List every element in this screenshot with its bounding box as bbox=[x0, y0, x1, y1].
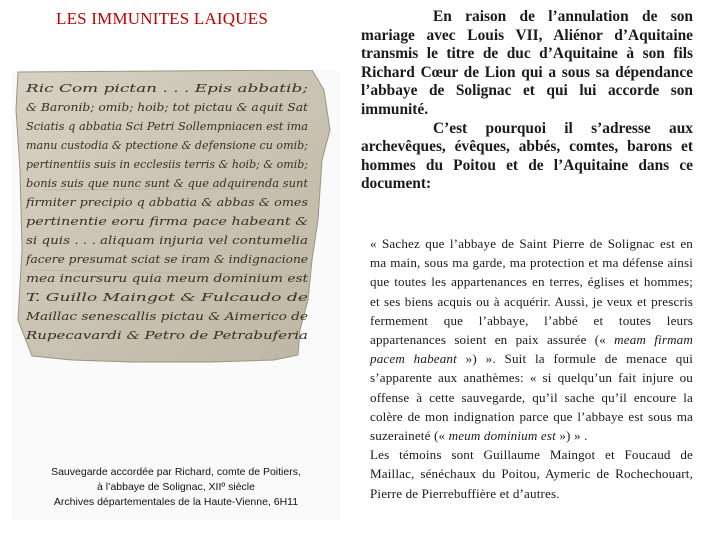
manuscript-line: facere presumat sciat se iram & indignacione bbox=[24, 252, 309, 266]
manuscript-line: Sciatis q abbatia Sci Petri Sollempniacen est ima bbox=[26, 119, 309, 133]
intro-paragraph: C’est pourquoi il s’adresse aux archevêques, évêques, abbés, comtes, barons et hommes du Poitou et de l’Aquitaine dans ce document: bbox=[361, 119, 693, 193]
manuscript-line: si quis . . . aliquam injuria vel contumelia bbox=[26, 233, 309, 247]
manuscript-line: pertinentiis suis in ecclesiis terris & hoib; & omib; bbox=[26, 157, 309, 171]
manuscript-line: mea incursuru quia meum dominium est bbox=[26, 271, 309, 285]
intro-paragraph: En raison de l’annulation de son mariage avec Louis VII, Aliénor d’Aquitaine transmis le titre de duc d’Aquitaine à son fils Richard Cœur de Lion qui a sous sa dépendance l’abbaye de Solignac et qui lui accorde son immunité. bbox=[361, 8, 693, 118]
manuscript-line: Maillac senescallis pictau & Aimerico de bbox=[24, 309, 309, 323]
figure-caption bbox=[26, 465, 326, 510]
quote-text: « Sachez que l’abbaye de Saint Pierre de Solignac est en ma main, sous ma garde, ma protection et ma défense ainsi que toutes les appartenances en terres, églises et hommes; et ses biens acquis ou à acquérir. Aussi, je veux et prescris fermement que l’abbaye, l’abbé et toutes leurs appartenances soient en paix assurée (« bbox=[370, 236, 693, 348]
quote-text: ») ». Suit la formule de menace qui s’apparente aux anathèmes: « si quelqu’un fait injure ou offense à cette sauvegarde, qu’il sache qu’il encoure la colère de mon indignation parce que l’abbaye est sous ma suzeraineté (« bbox=[370, 351, 693, 444]
manuscript-line: Rupecavardi & Petro de Petrabuferia bbox=[24, 328, 309, 342]
intro-text bbox=[361, 8, 693, 194]
witnesses-paragraph: Les témoins sont Guillaume Maingot et Foucaud de Maillac, sénéchaux du Poitou, Aymeric de Rochechouart, Pierre de Pierrebuffière et d’autres. bbox=[370, 447, 693, 501]
manuscript-line: bonis suis que nunc sunt & que adquirenda sunt bbox=[26, 176, 309, 190]
document-figure bbox=[12, 70, 340, 520]
quote-paragraph bbox=[370, 234, 693, 445]
manuscript-line: manu custodia & ptectione & defensione cu omib; bbox=[26, 138, 309, 152]
manuscript-line: firmiter precipio q abbatia & abbas & omes bbox=[24, 195, 309, 209]
manuscript-image bbox=[12, 70, 332, 440]
charter-quote bbox=[370, 234, 693, 503]
page-title: LES IMMUNITES LAIQUES bbox=[56, 9, 268, 28]
latin-phrase: meum dominium est bbox=[448, 428, 556, 444]
caption-line: Archives départementales de la Haute-Vienne, 6H11 bbox=[53, 496, 299, 508]
caption-line: à l’abbaye de Solignac, XIIº siècle bbox=[97, 481, 255, 493]
manuscript-line: & Baronib; omib; hoib; tot pictau & aquit Sat bbox=[26, 100, 309, 114]
manuscript-line: Ric Com pictan . . . Epis abbatib; bbox=[24, 81, 309, 95]
latin-phrase: meam firmam pacem habeant bbox=[370, 332, 693, 367]
caption-line: Sauvegarde accordée par Richard, comte de Poitiers, bbox=[51, 466, 301, 478]
manuscript-line: pertinentie eoru firma pace habeant & bbox=[26, 214, 308, 228]
manuscript-line: T. Guillo Maingot & Fulcaudo de bbox=[26, 290, 309, 304]
quote-text: ») » . bbox=[555, 428, 588, 444]
